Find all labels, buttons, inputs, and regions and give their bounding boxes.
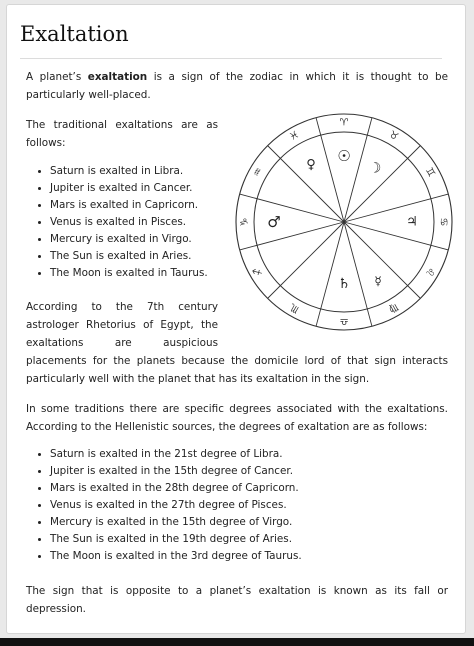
sun-glyph-icon: ☉ [337,147,351,165]
list-item: Mercury is exalted in the 15th degree of Virgo. [26,514,302,531]
list-item: Saturn is exalted in the 21st degree of Libra. [26,446,302,463]
jupiter-glyph-icon: ♃ [406,214,418,230]
aquarius-glyph-icon: ♒ [251,165,266,180]
intro-after: is a sign of the zodiac in which it is thought to be particularly well-placed. [26,71,448,101]
sagittarius-glyph-icon: ♐ [251,264,266,279]
degrees-intro: In some traditions there are specific degrees associated with the exaltations. According to the Hellenistic sources, the degrees of exaltation are as follows: [26,403,448,433]
exaltation-wheel-diagram [234,112,454,332]
list-item: Venus is exalted in Pisces. [26,214,208,231]
list-item: The Sun is exalted in the 19th degree of Aries. [26,531,302,548]
traditional-exaltation-list [26,163,208,282]
intro-paragraph [26,68,448,104]
cancer-glyph-icon: ♋ [437,217,449,227]
libra-glyph-icon: ♎ [339,315,349,327]
rhetorius-line-2: astrologer Rhetorius of Egypt, the [26,319,218,331]
title-divider [20,58,442,59]
fall-paragraph: The sign that is opposite to a planet’s exaltation is known as its fall or depression. [26,585,448,615]
degree-exaltation-list [26,446,302,565]
page-title: Exaltation [20,22,129,46]
rhetorius-line-1: According to the 7th century [26,301,218,313]
aries-glyph-icon: ♈ [339,117,349,129]
pisces-glyph-icon: ♓ [287,129,302,144]
list-item: Jupiter is exalted in Cancer. [26,180,208,197]
list-item: Saturn is exalted in Libra. [26,163,208,180]
list-item: The Moon is exalted in Taurus. [26,265,208,282]
list-item: Mars is exalted in the 28th degree of Capricorn. [26,480,302,497]
scorpio-glyph-icon: ♏ [287,300,302,315]
list-item: Jupiter is exalted in the 15th degree of Cancer. [26,463,302,480]
rhetorius-line-3: exaltations are auspicious [26,337,218,349]
saturn-glyph-icon: ♄ [337,276,351,292]
mars-glyph-icon: ♂ [267,213,281,231]
taurus-glyph-icon: ♉ [386,129,401,144]
capricorn-glyph-icon: ♑ [239,217,251,227]
traditional-intro: The traditional exaltations are as follows: [26,119,218,149]
bottom-bar [0,638,474,646]
leo-glyph-icon: ♌ [422,264,437,279]
intro-term: exaltation [87,71,148,83]
list-item: Mercury is exalted in Virgo. [26,231,208,248]
list-item: The Sun is exalted in Aries. [26,248,208,265]
venus-glyph-icon: ♀ [306,157,316,173]
list-item: Mars is exalted in Capricorn. [26,197,208,214]
mercury-glyph-icon: ☿ [374,273,382,288]
moon-glyph-icon: ☽ [368,160,382,177]
gemini-glyph-icon: ♊ [422,165,437,180]
rhetorius-paragraph-rest: placements for the planets because the domicile lord of that sign interacts particularly well with the planet that has its exaltation in the sign. [26,355,448,385]
list-item: The Moon is exalted in the 3rd degree of Taurus. [26,548,302,565]
intro-before: A planet’s [26,71,88,83]
virgo-glyph-icon: ♍ [386,300,401,315]
list-item: Venus is exalted in the 27th degree of Pisces. [26,497,302,514]
